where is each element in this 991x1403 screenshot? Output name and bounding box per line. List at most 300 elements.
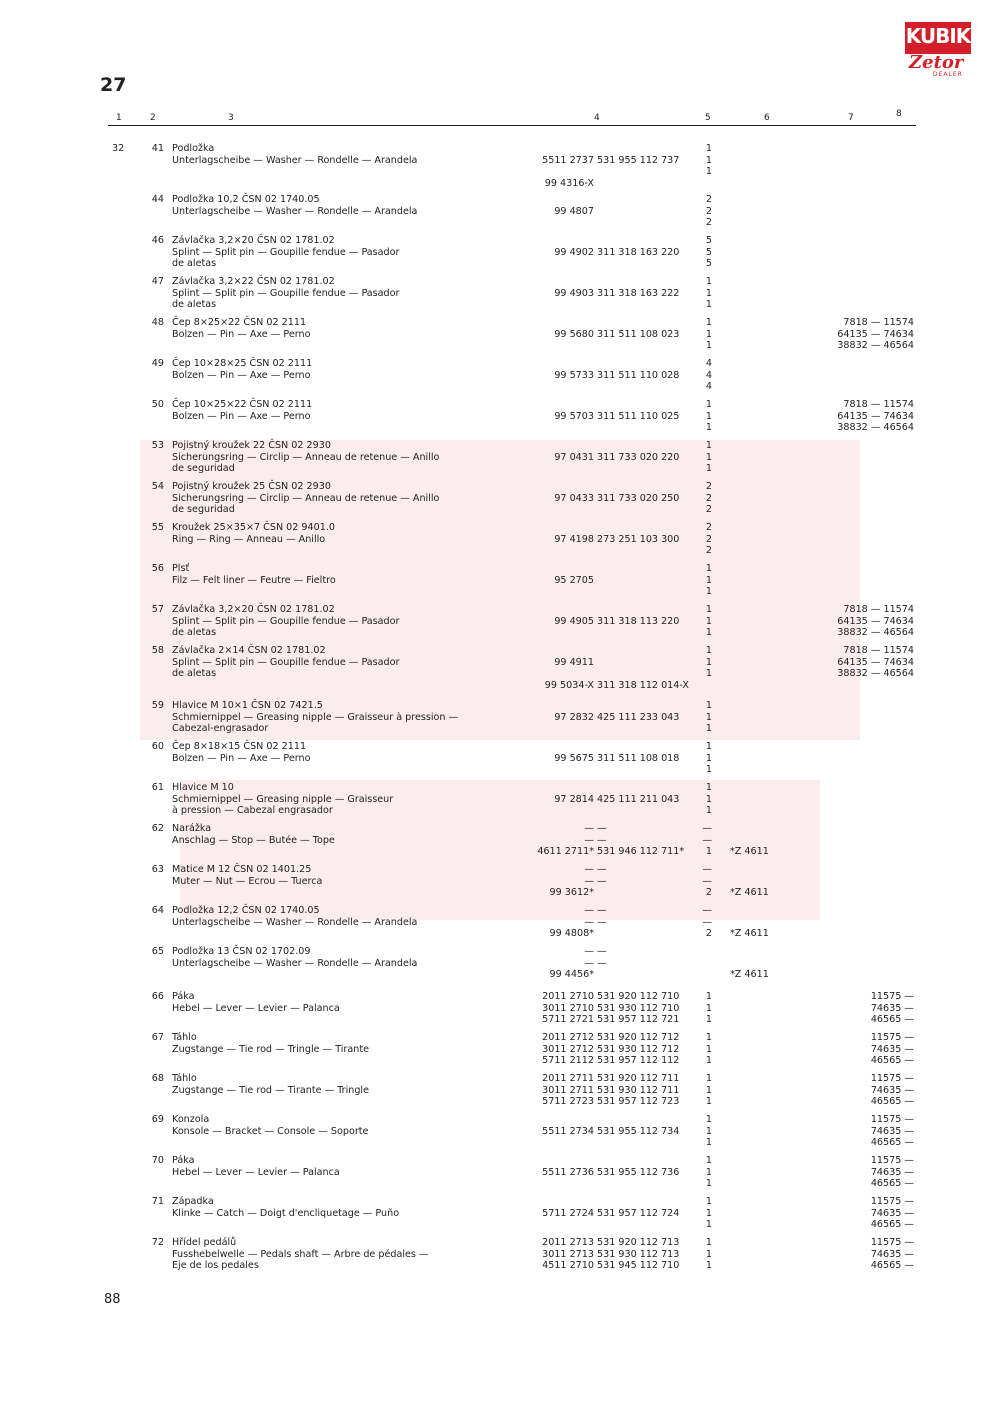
quantity xyxy=(700,522,712,557)
quantity-line: 2 xyxy=(705,205,712,217)
part-number-line xyxy=(597,741,689,753)
column-header-2: 2 xyxy=(150,113,156,123)
part-number-a xyxy=(510,1073,594,1108)
description xyxy=(172,1114,502,1137)
serial-line: 7818 — 11574 xyxy=(843,645,914,656)
part-number-a xyxy=(510,700,594,723)
part-number-line xyxy=(597,887,689,899)
part-number-line: — xyxy=(584,946,594,957)
quantity xyxy=(700,276,712,311)
quantity xyxy=(700,991,712,1026)
quantity-line: — xyxy=(702,864,712,875)
part-number-line xyxy=(597,969,689,981)
header-rule xyxy=(108,125,916,126)
description-line: Podložka 12,2 ČSN 02 1740.05 xyxy=(172,905,320,916)
serial-line: 74635 — xyxy=(870,1166,914,1178)
quantity-line: 1 xyxy=(705,846,712,858)
description-line: Zugstange — Tie rod — Tringle — Tirante xyxy=(172,1043,370,1055)
description-line: Podložka 13 ČSN 02 1702.09 xyxy=(172,946,311,957)
quantity xyxy=(700,143,712,178)
part-number-line: 531 955 112 737 xyxy=(597,154,680,166)
part-number-line: 97 4198 xyxy=(554,533,594,545)
position-number: 49 xyxy=(151,358,164,369)
quantity-line: 1 xyxy=(705,1073,712,1084)
part-number-line: — xyxy=(584,957,594,969)
quantity xyxy=(700,399,712,434)
description-line: Čep 8×25×22 ČSN 02 2111 xyxy=(172,317,307,328)
part-number-b xyxy=(597,276,689,299)
quantity-line: 1 xyxy=(705,700,712,711)
part-number-a xyxy=(510,741,594,764)
position-number: 57 xyxy=(151,604,164,615)
note: *Z 4611 xyxy=(730,887,769,899)
part-number-a xyxy=(510,317,594,340)
description-line: de aletas xyxy=(172,668,217,680)
quantity xyxy=(700,782,712,817)
part-number-line xyxy=(597,645,689,657)
column-header-1: 1 xyxy=(116,113,122,123)
quantity-line: 1 xyxy=(705,574,712,586)
quantity-line: — xyxy=(702,916,712,928)
quantity-line: 4 xyxy=(705,358,712,369)
part-number-line: 4511 2710 xyxy=(542,1260,594,1272)
part-number-line: 97 0431 xyxy=(554,451,594,463)
quantity-line: 2 xyxy=(705,545,712,557)
part-number-line: 99 5034-X xyxy=(544,680,594,692)
serial-line: 11575 — xyxy=(870,1114,914,1125)
quantity-line: 1 xyxy=(705,1166,712,1178)
quantity-line: 1 xyxy=(705,668,712,680)
position-number: 62 xyxy=(151,823,164,834)
quantity-line: 1 xyxy=(705,287,712,299)
position-number: 68 xyxy=(151,1073,164,1084)
part-number-a xyxy=(510,276,594,299)
description-line: de seguridad xyxy=(172,463,235,475)
quantity-line: 1 xyxy=(705,805,712,817)
description xyxy=(172,946,502,969)
part-number-a xyxy=(510,481,594,504)
part-number-a xyxy=(510,905,594,940)
serial-line: 7818 — 11574 xyxy=(843,317,914,328)
part-number-line: 531 957 112 723 xyxy=(597,1096,680,1108)
part-number-a xyxy=(510,1237,594,1272)
description xyxy=(172,522,502,545)
quantity-line: 2 xyxy=(705,522,712,533)
serial-line: 11575 — xyxy=(870,1237,914,1248)
part-number-b xyxy=(597,905,689,940)
part-number-line: 311 511 110 028 xyxy=(597,369,680,381)
column-header-7: 7 xyxy=(848,113,854,123)
part-number-line: 531 920 112 712 xyxy=(597,1032,680,1043)
quantity-line: 1 xyxy=(705,1219,712,1231)
description-line: Hebel — Lever — Levier — Palanca xyxy=(172,1002,340,1014)
quantity-line: — xyxy=(702,834,712,846)
part-number-line: 5511 2734 xyxy=(542,1125,594,1137)
quantity-line: 1 xyxy=(705,782,712,793)
part-number-line xyxy=(597,657,689,669)
part-number-b xyxy=(597,604,689,627)
quantity xyxy=(700,440,712,475)
description-line: Čep 10×28×25 ČSN 02 2111 xyxy=(172,358,313,369)
description-line: Muter — Nut — Ecrou — Tuerca xyxy=(172,875,323,887)
serial-line: 46565 — xyxy=(870,1178,914,1190)
quantity-line: 2 xyxy=(705,533,712,545)
part-number-line: 99 5680 xyxy=(554,328,594,340)
part-number-line xyxy=(510,440,594,452)
quantity-line: 1 xyxy=(705,1237,712,1248)
part-number-line: 531 930 112 712 xyxy=(597,1043,680,1055)
quantity-line: 1 xyxy=(705,154,712,166)
serial-range xyxy=(800,991,914,1026)
column-header-4: 4 xyxy=(594,113,600,123)
part-number-a xyxy=(510,440,594,463)
part-number-line xyxy=(510,700,594,712)
quantity-line: 1 xyxy=(705,1055,712,1067)
quantity-line: 1 xyxy=(705,1260,712,1272)
serial-line: 11575 — xyxy=(870,1155,914,1166)
description-line: Podložka xyxy=(172,143,215,154)
part-number-b xyxy=(597,1155,689,1178)
part-number-line xyxy=(597,235,689,247)
part-number-a xyxy=(510,399,594,422)
description xyxy=(172,399,502,422)
part-number-a xyxy=(510,991,594,1026)
part-number-line: — xyxy=(597,946,607,957)
column-header-6: 6 xyxy=(764,113,770,123)
part-number-b xyxy=(597,864,689,899)
quantity-line: 1 xyxy=(705,410,712,422)
quantity-line: 5 xyxy=(705,258,712,270)
part-number-line xyxy=(597,276,689,288)
quantity-line: 1 xyxy=(705,1155,712,1166)
description-line: Táhlo xyxy=(172,1032,197,1043)
description-line: Klinke — Catch — Doigt d'encliquetage — Puño xyxy=(172,1207,400,1219)
part-number-line xyxy=(597,317,689,329)
description-line: Schmiernippel — Greasing nipple — Graisseur à pression — xyxy=(172,711,459,723)
part-number-b xyxy=(597,1196,689,1219)
quantity xyxy=(700,864,712,899)
description-line: Anschlag — Stop — Butée — Tope xyxy=(172,834,335,846)
description xyxy=(172,440,502,475)
description-line: Závlačka 3,2×20 ČSN 02 1781.02 xyxy=(172,604,335,615)
part-number-line: 99 4905 xyxy=(554,615,594,627)
quantity-line: 1 xyxy=(705,143,712,154)
part-number-line: — xyxy=(597,905,607,916)
part-number-line: 311 511 108 023 xyxy=(597,328,680,340)
position-number: 61 xyxy=(151,782,164,793)
part-number-b xyxy=(597,399,689,422)
quantity-line: 1 xyxy=(705,627,712,639)
description xyxy=(172,1073,502,1096)
part-number-line: 531 945 112 710 xyxy=(597,1260,680,1272)
part-number-a xyxy=(510,1114,594,1137)
description-line: de aletas xyxy=(172,258,217,270)
quantity-line: — xyxy=(702,823,712,834)
part-number-line xyxy=(597,1114,689,1126)
description xyxy=(172,1237,502,1272)
quantity-line: 1 xyxy=(705,991,712,1002)
part-number-line: 5711 2723 xyxy=(542,1096,594,1108)
serial-line: 74635 — xyxy=(870,1248,914,1260)
description xyxy=(172,481,502,516)
part-number-b xyxy=(597,741,689,764)
serial-line: 7818 — 11574 xyxy=(843,399,914,410)
logo-brand: KUBIK xyxy=(905,24,971,48)
description-line: Konsole — Bracket — Console — Soporte xyxy=(172,1125,369,1137)
part-number-b xyxy=(597,782,689,805)
part-number-line: 531 930 112 711 xyxy=(597,1084,680,1096)
part-number-line: 531 930 112 713 xyxy=(597,1248,680,1260)
part-number-line: 97 0433 xyxy=(554,492,594,504)
description-line: Unterlagscheibe — Washer — Rondelle — Arandela xyxy=(172,205,418,217)
part-number-line xyxy=(597,1155,689,1167)
quantity-line: 1 xyxy=(705,276,712,287)
quantity xyxy=(700,1196,712,1231)
position-number: 63 xyxy=(151,864,164,875)
position-number: 47 xyxy=(151,276,164,287)
part-number-line: 99 4808* xyxy=(549,928,594,940)
part-number-line xyxy=(510,645,594,657)
position-number: 55 xyxy=(151,522,164,533)
description-line: Závlačka 3,2×20 ČSN 02 1781.02 xyxy=(172,235,335,246)
part-number-line xyxy=(597,481,689,493)
serial-line: 38832 — 46564 xyxy=(837,422,914,434)
serial-range xyxy=(800,1237,914,1272)
serial-range xyxy=(800,399,914,434)
part-number-line: — xyxy=(584,864,594,875)
part-number-b xyxy=(597,522,689,545)
part-number-line: 3011 2713 xyxy=(542,1248,594,1260)
part-number-line: 311 318 112 014-X xyxy=(597,680,689,692)
quantity-line: 1 xyxy=(705,1125,712,1137)
position-number: 71 xyxy=(151,1196,164,1207)
part-number-line: 99 3612* xyxy=(549,887,594,899)
note: *Z 4611 xyxy=(730,928,769,940)
description-line: Hřídel pedálů xyxy=(172,1237,237,1248)
description xyxy=(172,864,502,887)
description xyxy=(172,782,502,817)
part-number-b xyxy=(597,1032,689,1067)
position-number: 56 xyxy=(151,563,164,574)
part-number-line xyxy=(510,563,594,575)
serial-range xyxy=(800,645,914,680)
quantity-line: 2 xyxy=(705,887,712,899)
quantity-line: 1 xyxy=(705,604,712,615)
quantity-line: 1 xyxy=(705,399,712,410)
description-line: Unterlagscheibe — Washer — Rondelle — Arandela xyxy=(172,154,418,166)
description-line: Unterlagscheibe — Washer — Rondelle — Arandela xyxy=(172,957,418,969)
group-number: 32 xyxy=(112,143,125,154)
part-number-line: 273 251 103 300 xyxy=(597,533,680,545)
quantity-line: 1 xyxy=(705,328,712,340)
part-number-b xyxy=(597,823,689,858)
description xyxy=(172,604,502,639)
description-line: Ring — Ring — Anneau — Anillo xyxy=(172,533,326,545)
description-line: Splint — Split pin — Goupille fendue — Pasador xyxy=(172,615,400,627)
serial-line: 46565 — xyxy=(870,1014,914,1026)
quantity-line: 4 xyxy=(705,381,712,393)
description xyxy=(172,1032,502,1055)
part-number-a xyxy=(510,864,594,899)
position-number: 66 xyxy=(151,991,164,1002)
part-number-a xyxy=(510,235,594,258)
part-number-line xyxy=(597,440,689,452)
description-line: Pojistný kroužek 25 ČSN 02 2930 xyxy=(172,481,331,492)
part-number-line: 97 2832 xyxy=(554,711,594,723)
serial-range xyxy=(800,1114,914,1149)
serial-line: 64135 — 74634 xyxy=(837,615,914,627)
column-header-8: 8 xyxy=(896,109,902,119)
part-number-a xyxy=(510,194,594,217)
serial-line: 46565 — xyxy=(870,1260,914,1272)
description-line: Západka xyxy=(172,1196,214,1207)
part-number-line: 3011 2710 xyxy=(542,1002,594,1014)
serial-line: 11575 — xyxy=(870,1196,914,1207)
part-number-line: 5711 2724 xyxy=(542,1207,594,1219)
serial-line: 64135 — 74634 xyxy=(837,410,914,422)
part-number-line xyxy=(597,143,689,155)
description-line: Splint — Split pin — Goupille fendue — Pasador xyxy=(172,656,400,668)
quantity-line: 1 xyxy=(705,1196,712,1207)
serial-line: 74635 — xyxy=(870,1207,914,1219)
serial-line: 38832 — 46564 xyxy=(837,627,914,639)
part-number-line: 531 955 112 734 xyxy=(597,1125,680,1137)
quantity-line: — xyxy=(702,905,712,916)
serial-range xyxy=(800,604,914,639)
part-number-line xyxy=(510,358,594,370)
description-line: Hlavice M 10×1 ČSN 02 7421.5 xyxy=(172,700,323,711)
description xyxy=(172,276,502,311)
quantity xyxy=(700,481,712,516)
part-number-line: 425 111 233 043 xyxy=(597,711,680,723)
position-number: 67 xyxy=(151,1032,164,1043)
part-number-line xyxy=(510,1114,594,1126)
part-number-b xyxy=(597,358,689,381)
serial-line: 11575 — xyxy=(870,1032,914,1043)
quantity-line: 1 xyxy=(705,645,712,656)
position-number: 64 xyxy=(151,905,164,916)
part-number-a xyxy=(510,823,594,858)
serial-line: 46565 — xyxy=(870,1219,914,1231)
part-number-a xyxy=(510,1032,594,1067)
part-number-line xyxy=(597,604,689,616)
quantity-line xyxy=(700,958,712,970)
part-number-line: 311 511 108 018 xyxy=(597,752,680,764)
quantity-line: 1 xyxy=(705,1207,712,1219)
position-number: 59 xyxy=(151,700,164,711)
part-number-line xyxy=(510,1196,594,1208)
quantity-line: 1 xyxy=(705,1248,712,1260)
quantity-line: 2 xyxy=(705,194,712,205)
part-number-b xyxy=(597,143,689,166)
quantity xyxy=(700,235,712,270)
part-number-line xyxy=(510,782,594,794)
quantity-line: 5 xyxy=(705,235,712,246)
description-line: Konzola xyxy=(172,1114,210,1125)
position-number: 54 xyxy=(151,481,164,492)
part-number-line: 3011 2712 xyxy=(542,1043,594,1055)
description xyxy=(172,563,502,586)
logo-sub: Zetor xyxy=(909,52,964,73)
part-number-line: — xyxy=(597,916,607,928)
quantity-line: 1 xyxy=(705,656,712,668)
part-number-line: 5511 2736 xyxy=(542,1166,594,1178)
part-number-b xyxy=(597,1073,689,1108)
quantity xyxy=(700,700,712,735)
quantity-line: 1 xyxy=(705,1084,712,1096)
description xyxy=(172,235,502,270)
description xyxy=(172,194,502,217)
part-number-line: — xyxy=(584,916,594,928)
serial-line: 46565 — xyxy=(870,1137,914,1149)
part-number-line: 5511 2737 xyxy=(542,154,594,166)
part-number-line xyxy=(597,782,689,794)
part-number-b xyxy=(597,1114,689,1137)
part-number-line: — xyxy=(597,834,607,846)
quantity-line: 1 xyxy=(705,422,712,434)
description-line: Bolzen — Pin — Axe — Perno xyxy=(172,752,311,764)
description-line: Bolzen — Pin — Axe — Perno xyxy=(172,369,311,381)
description-line: Hebel — Lever — Levier — Palanca xyxy=(172,1166,340,1178)
page-number: 27 xyxy=(100,74,127,96)
position-number: 60 xyxy=(151,741,164,752)
quantity-line: 1 xyxy=(705,1014,712,1026)
part-number-line: 311 733 020 220 xyxy=(597,451,680,463)
quantity-line: 1 xyxy=(705,1043,712,1055)
quantity-line: 1 xyxy=(705,723,712,735)
quantity-line: 1 xyxy=(705,764,712,776)
part-number-line: 2011 2711 xyxy=(542,1073,594,1084)
part-number-line: 531 920 112 711 xyxy=(597,1073,680,1084)
description xyxy=(172,905,502,928)
description-line: Fusshebelwelle — Pedals shaft — Arbre de pédales — xyxy=(172,1248,429,1260)
part-number-a xyxy=(510,522,594,545)
part-number-line xyxy=(597,668,689,680)
part-number-b xyxy=(597,235,689,258)
quantity xyxy=(700,604,712,639)
quantity-line xyxy=(700,969,712,981)
description-line: Narážka xyxy=(172,823,212,834)
quantity xyxy=(700,946,712,981)
part-number-line xyxy=(510,194,594,206)
quantity xyxy=(700,1032,712,1067)
position-number: 50 xyxy=(151,399,164,410)
quantity xyxy=(700,1155,712,1190)
part-number-a xyxy=(510,946,594,981)
description-line: Sicherungsring — Circlip — Anneau de retenue — Anillo xyxy=(172,451,440,463)
quantity-line: 2 xyxy=(705,928,712,940)
position-number: 41 xyxy=(151,143,164,154)
logo-dealer: DEALER xyxy=(933,71,963,78)
quantity-line: 1 xyxy=(705,793,712,805)
part-number-b xyxy=(597,440,689,463)
description-line: Splint — Split pin — Goupille fendue — Pasador xyxy=(172,246,400,258)
part-number-b xyxy=(597,946,689,981)
description xyxy=(172,741,502,764)
part-number-line: 531 920 112 710 xyxy=(597,991,680,1002)
part-number-line: 99 4807 xyxy=(554,205,594,217)
description-line: à pression — Cabezal engrasador xyxy=(172,805,333,817)
description xyxy=(172,1155,502,1178)
part-number-b xyxy=(597,481,689,504)
description-line: Pojistný kroužek 22 ČSN 02 2930 xyxy=(172,440,331,451)
quantity-line: 1 xyxy=(705,451,712,463)
part-number-line: 531 946 112 711* xyxy=(597,846,685,858)
quantity-line: 1 xyxy=(705,615,712,627)
part-number-line: 99 4903 xyxy=(554,287,594,299)
quantity xyxy=(700,645,712,680)
description-line: de aletas xyxy=(172,299,217,311)
